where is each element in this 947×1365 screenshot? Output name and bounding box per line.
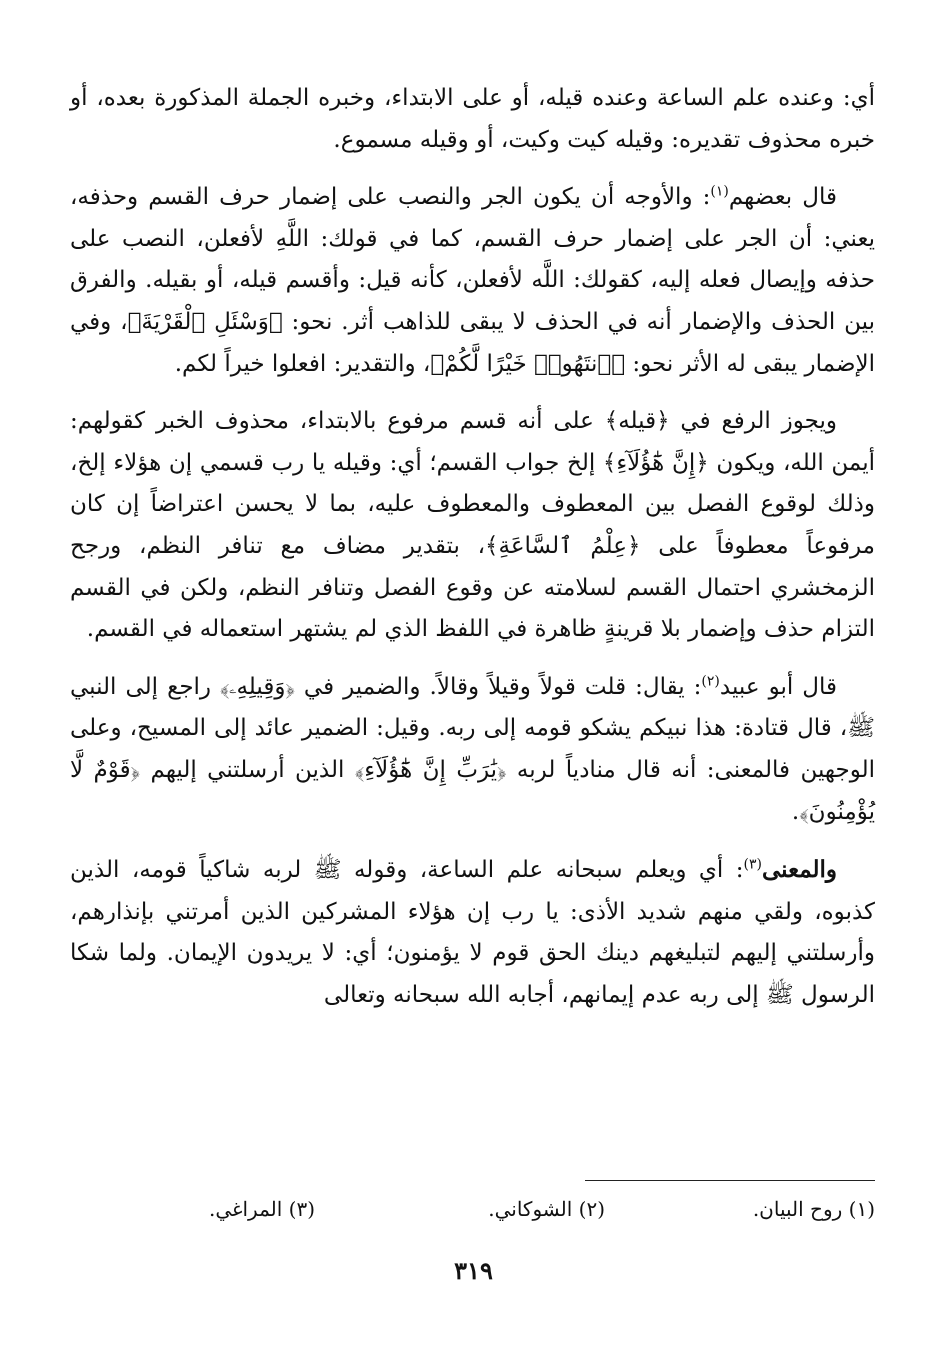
- main-text: [70, 78, 875, 1032]
- paragraph-4-lead: قال أبو عبيد: [719, 673, 837, 700]
- paragraph-1: [70, 78, 875, 161]
- footnote-2: (٢) الشوكاني.: [488, 1197, 605, 1221]
- footnote-divider: [585, 1180, 875, 1181]
- paragraph-4-colon: :: [684, 673, 702, 700]
- footnote-ref-3: (٣): [743, 856, 762, 873]
- paragraph-4: [70, 667, 875, 833]
- footnotes: [70, 1193, 875, 1225]
- paragraph-5-lead: والمعنى: [761, 856, 837, 884]
- page-number: ٣١٩: [454, 1256, 493, 1285]
- paragraph-4-text: يقال: قلت قولاً وقيلاً وقالاً. والضمير في ﴿وَقِيلِهِۦ﴾ راجع إلى النبي ﷺ، قال قتادة: هذا نبيكم يشكو قومه إلى ربه. وقيل: الضمير عائد إلى المسيح، وعلى الوجهين فالمعنى: أنه قال منادياً لربه ﴿يَٰرَبِّ إِنَّ هَٰٓؤُلَآءِ﴾ الذين أرسلتني إليهم ﴿قَوْمٌ لَّا يُؤْمِنُونَ﴾.: [70, 673, 875, 825]
- footnote-ref-2: (٢): [701, 673, 720, 690]
- footnote-3: (٣) المراغي.: [208, 1197, 315, 1221]
- paragraph-5: [70, 849, 875, 1016]
- paragraph-5-colon: :: [723, 857, 744, 884]
- paragraph-3: [70, 401, 875, 651]
- paragraph-2-text: والأوجه أن يكون الجر والنصب على إضمار حرف القسم وحذفه، يعني: أن الجر على إضمار حرف القسم، كما في قولك: اللَّهِ لأفعلن، النصب على حذفه وإيصال فعله إليه، كقولك: اللَّه لأفعلن، كأنه قيل: وأقسم قيله، أو بقيله. والفرق بين الحذف والإضمار أنه في الحذف لا يبقى للذاهب أثر. نحو: ﴿وَسْئَلِ ٱلْقَرْيَةَ﴾، وفي الإضمار يبقى له الأثر نحو: ﴿ٱنتَهُوا۟ خَيْرًا لَّكُمْ﴾، والتقدير: افعلوا خيراً لكم.: [70, 184, 875, 377]
- paragraph-2: [70, 177, 875, 385]
- paragraph-1-text: أي: وعنده علم الساعة وعنده قيله، أو على الابتداء، وخبره الجملة المذكورة بعده، أو خبره محذوف تقديره: وقيله كيت وكيت، أو وقيله مسموع.: [70, 85, 875, 153]
- paragraph-5-text: أي ويعلم سبحانه علم الساعة، وقوله ﷺ لربه شاكياً قومه، الذين كذبوه، ولقي منهم شديد الأذى: يا رب إن هؤلاء المشركين الذين أمرتني بإنذارهم، وأرسلتني إليهم لتبليغهم دينك الحق قوم لا يؤمنون؛ أي: لا يريدون الإيمان. ولما شكا الرسول ﷺ إلى ربه عدم إيمانهم، أجابه الله سبحانه وتعالى: [70, 857, 875, 1008]
- paragraph-2-colon: :: [692, 184, 711, 211]
- paragraph-3-text: ويجوز الرفع في ﴿قيله﴾ على أنه قسم مرفوع بالابتداء، محذوف الخبر كقولهم: أيمن الله، ويكون ﴿إِنَّ هَٰٓؤُلَآءِ﴾ إلخ جواب القسم؛ أي: وقيله يا رب قسمي إن هؤلاء إلخ، وذلك لوقوع الفصل بين المعطوف والمعطوف عليه، بما لا يحسن اعتراضاً إن كان مرفوعاً معطوفاً على ﴿عِلْمُ ٱلسَّاعَةِ﴾، بتقدير مضاف مع تنافر النظم، ورجح الزمخشري احتمال القسم لسلامته عن وقوع الفصل وتنافر النظم، ولكن في القسم التزام حذف وإضمار بلا قرينةٍ ظاهرة في اللفظ الذي لم يشتهر استعماله في القسم.: [70, 408, 875, 643]
- footnote-ref-1: (١): [710, 183, 729, 200]
- footnote-1: (١) روح البيان.: [752, 1197, 875, 1221]
- paragraph-2-lead: قال بعضهم: [728, 184, 837, 211]
